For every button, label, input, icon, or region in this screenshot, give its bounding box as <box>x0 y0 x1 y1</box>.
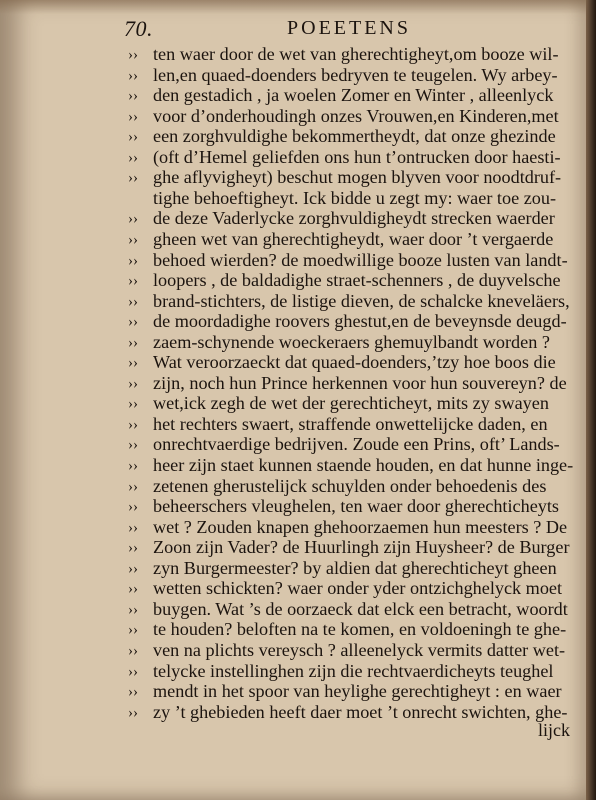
quotation-mark: ›› <box>128 170 138 187</box>
quotation-mark: ›› <box>128 67 138 84</box>
text-line <box>128 477 546 495</box>
line-text: ten waer door de wet van gherechtigheyt,om booze wil- <box>153 44 559 64</box>
text-line <box>128 148 561 166</box>
text-line <box>128 374 567 392</box>
line-text: den gestadich , ja woelen Zomer en Winter , alleenlyck <box>153 85 554 106</box>
line-text: Zoon zijn Vader? de Huurlingh zijn Huysheer? de Burger <box>153 537 570 558</box>
quotation-mark: ›› <box>128 437 138 454</box>
quotation-mark: ›› <box>128 88 138 105</box>
line-text: ven na plichts vereysch ? alleenelyck vermits datter wet- <box>153 639 566 660</box>
text-line <box>128 662 553 680</box>
text-line <box>128 251 568 269</box>
quotation-mark: ›› <box>128 704 138 721</box>
line-text: ghe aflyvigheyt) beschut mogen blyven voor noodtdruf- <box>153 167 562 188</box>
text-line <box>128 456 573 474</box>
line-text: (oft d’Hemel geliefden ons hun t’ontrucken door haesti- <box>153 146 561 167</box>
line-text: zaem-schynende woeckeraers ghemuylbandt worden ? <box>153 331 550 352</box>
quotation-mark: ›› <box>128 211 138 228</box>
quotation-mark: ›› <box>128 231 138 248</box>
line-text: buygen. Wat ’s de oorzaeck dat elck een betracht, woordt <box>153 598 568 619</box>
line-text: tighe behoeftigheyt. Ick bidde u zegt my: waer toe zou- <box>153 187 557 208</box>
quotation-mark: ›› <box>128 47 138 63</box>
line-text: wet,ick zegh de wet der gerechticheyt, mits zy swayen <box>153 393 549 414</box>
quotation-mark: ›› <box>128 540 138 557</box>
quotation-mark: ›› <box>128 355 138 372</box>
text-line <box>128 189 556 207</box>
text-line <box>128 86 553 104</box>
running-header: POEETENS <box>287 17 411 39</box>
text-line <box>128 394 549 412</box>
quotation-mark: ›› <box>128 560 138 577</box>
line-text: heer zijn staet kunnen staende houden, en dat hunne inge- <box>153 455 574 475</box>
quotation-mark: ›› <box>128 642 138 659</box>
text-line <box>128 415 548 433</box>
line-text: zyn Burgermeester? by aldien dat gherechticheyt gheen <box>153 557 557 578</box>
text-line <box>128 620 566 638</box>
text-line <box>128 703 567 721</box>
quotation-mark: ›› <box>128 601 138 618</box>
quotation-mark: ›› <box>128 252 138 269</box>
text-line <box>128 230 553 248</box>
quotation-mark: ›› <box>128 375 138 392</box>
line-text: len,en quaed-doenders bedryven te teugelen. Wy arbey- <box>153 64 558 85</box>
quotation-mark: ›› <box>128 519 138 536</box>
text-line <box>128 333 550 351</box>
line-text: mendt in het spoor van heylighe gerechtigheyt : en waer <box>153 681 562 702</box>
text-line <box>128 641 565 659</box>
text-line <box>128 45 559 63</box>
line-text: beheerschers vleughelen, ten waer door gherechticheyts <box>153 496 560 517</box>
quotation-mark: ›› <box>128 416 138 433</box>
text-line <box>128 353 556 371</box>
quotation-mark: ›› <box>128 458 138 474</box>
quotation-mark: ›› <box>128 684 138 701</box>
text-line <box>128 127 556 145</box>
line-text: zetenen gherustelijck schuylden onder behoedenis des <box>153 475 547 496</box>
line-text: de moordadighe roovers ghestut,en de beveynsde deugd- <box>153 311 567 332</box>
quotation-mark: ›› <box>128 499 138 516</box>
line-text: de deze Vaderlycke zorghvuldigheydt strecken waerder <box>153 208 555 229</box>
line-text: Wat veroorzaeckt dat quaed-doenders,’tzy hoe boos die <box>153 352 556 373</box>
line-text: het rechters swaert, straffende onwettelijcke daden, en <box>153 413 548 434</box>
text-line <box>128 209 555 227</box>
text-line <box>128 538 570 556</box>
quotation-mark: ›› <box>128 581 138 598</box>
text-line <box>128 292 570 310</box>
quotation-mark: ›› <box>128 273 138 290</box>
quotation-mark: ›› <box>128 108 138 125</box>
text-line <box>128 518 567 536</box>
line-text: wet ? Zouden knapen ghehoorzaemen hun meesters ? De <box>153 516 568 537</box>
quotation-mark: ›› <box>128 334 138 351</box>
text-line <box>128 66 558 84</box>
text-line <box>128 107 559 125</box>
text-line <box>128 497 559 515</box>
text-line <box>128 312 567 330</box>
text-line <box>128 600 568 618</box>
text-line <box>128 559 557 577</box>
line-text: onrechtvaerdige bedrijven. Zoude een Prins, oft’ Lands- <box>153 434 560 455</box>
line-text: te houden? beloften na te komen, en voldoeningh te ghe- <box>153 619 567 640</box>
quotation-mark: ›› <box>128 314 138 331</box>
text-line <box>128 168 561 186</box>
line-text: wetten schickten? waer onder yder ontzichghelyck moet <box>153 578 563 599</box>
line-text: gheen wet van gherechtigheydt, waer door ’t vergaerde <box>153 228 554 249</box>
quotation-mark: ›› <box>128 663 138 680</box>
text-line <box>128 579 562 597</box>
page-number: 70. <box>124 16 153 41</box>
text-line <box>128 682 562 700</box>
quotation-mark: ›› <box>128 149 138 166</box>
catchword: lijck <box>538 720 570 740</box>
text-line <box>128 271 561 289</box>
quotation-mark: ›› <box>128 293 138 310</box>
line-text: loopers , de baldadighe straet-schenners , de duyvelsche <box>153 270 561 291</box>
quotation-mark: ›› <box>128 129 138 146</box>
line-text: een zorghvuldighe bekommertheydt, dat onze ghezinde <box>153 126 556 147</box>
line-text: zijn, noch hun Prince herkennen voor hun souvereyn? de <box>153 372 567 393</box>
line-text: zy ’t ghebieden heeft daer moet ’t onrecht swichten, ghe- <box>153 701 568 722</box>
quotation-mark: ›› <box>128 622 138 639</box>
line-text: behoed wierden? de moedwillige booze lusten van landt- <box>153 249 568 270</box>
line-text: telycke instellinghen zijn die rechtvaerdicheyts teughel <box>153 660 554 681</box>
quotation-mark: ›› <box>128 478 138 495</box>
text-line <box>128 435 560 453</box>
line-text: brand-stichters, de listige dieven, de schalcke kneveläers, <box>153 290 570 311</box>
quotation-mark: ›› <box>128 396 138 413</box>
line-text: voor d’onderhoudingh onzes Vrouwen,en Kinderen,met <box>153 105 559 126</box>
